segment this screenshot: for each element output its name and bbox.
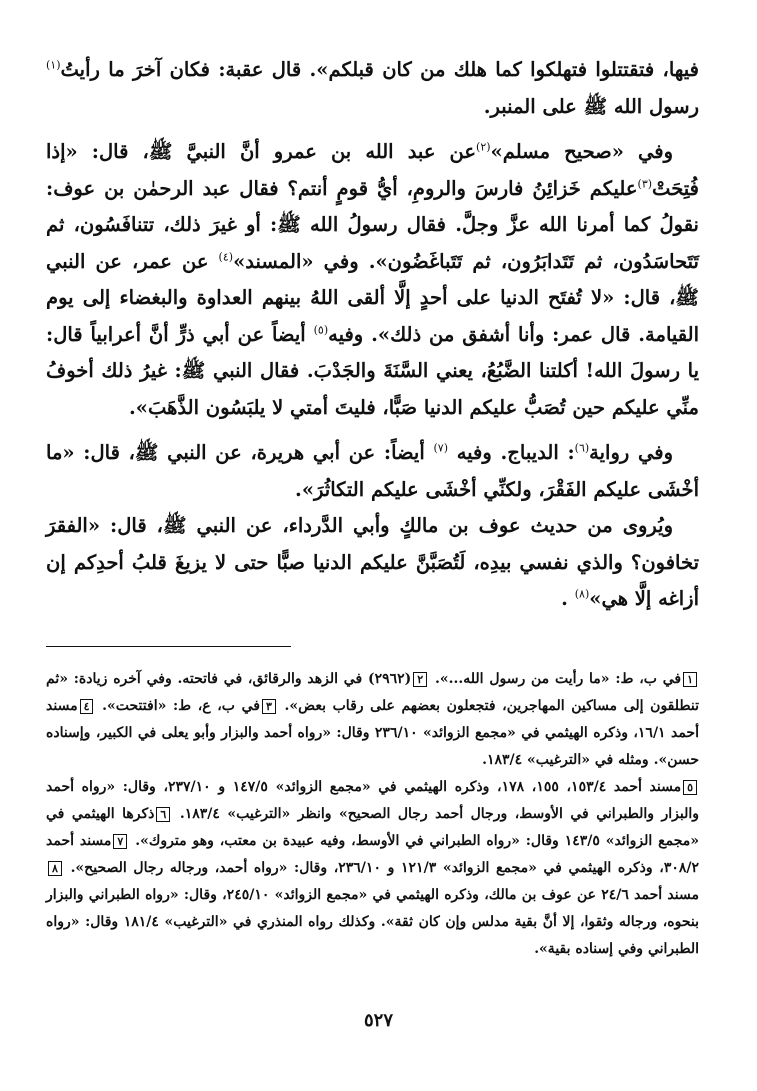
footnote-ref: (١) [46,58,61,72]
footnote-number-box: ٣ [262,699,276,714]
paragraph-2 [46,134,699,426]
page-number: ٥٢٧ [363,1010,393,1031]
text-run: : الديباج. وفيه [448,441,575,464]
text-run: عن عبد الله بن عمرو أنَّ النبيَّ ﷺ، قال: «إذا فُتِحَتْ [46,140,699,200]
separator-line [46,646,291,647]
footnote-number-box: ٤ [80,699,94,714]
footnote-ref: (٨) [574,587,590,601]
text-run: عن عمر، عن النبي ﷺ، قال: «لا تُفتَح الدنيا على أحدٍ إلَّا ألقى اللهُ بينهم العداوة والبغضاء إلى يوم القيامة. قال عمر: وأنا أشفق من ذلك». وفيه [46,249,699,346]
footnote-block [46,774,699,963]
footnote-number-box: ٧ [113,834,127,849]
footnote-block [46,666,699,774]
footnote-ref: (٣) [637,177,653,190]
footnote-text: في ب، ط: «ما رأيت من رسول الله...». [435,670,682,687]
footnote-ref: (٢) [476,140,491,154]
footnote-ref: (٥) [313,323,329,336]
footnote-text: مسند أحمد ١٥٣/٤، ١٥٥، ١٧٨، وذكره الهيثمي في «مجمع الزوائد» ١٤٧/٥ و ٢٣٧/١٠، وقال: «رواه أحمد والبزار والطبراني في الأوسط، ورجال أحمد رجال الصحيح» وانظر «الترغيب» ١٨٣/٤. [46,778,700,822]
footnote-text: مسند أحمد ١٦/١، وذكره الهيثمي في «مجمع الزوائد» ٢٣٦/١٠ وقال: «رواه أحمد والبزار وأبو يعلى في الكبير، وإسناده حسن». ومثله في «الترغيب» ١٨٣/٤. [46,697,699,768]
paragraph-3 [46,435,699,508]
paragraph-4 [46,508,699,618]
footnote-number-box: ٢ [413,672,427,687]
footnote-number-box: ٨ [48,861,62,876]
footnote-ref: (٧) [433,441,449,455]
text-run: عليكم خَزائِنُ فارسَ والرومِ، أيُّ قومٍ أنتم؟ فقال عبد الرحمٰن بن عوف: نقولُ كما أمرنا الله عزَّ وجلَّ. فقال رسولُ الله ﷺ: أو غيرَ ذلك، تتنافَسُون، ثم تَتَحاسَدُون، ثم تَتَدابَرُون، ثم تَتَباغَضُون». وفي «المسند» [46,176,699,273]
footnote-ref: (٤) [218,250,234,263]
footnote-text: مسند أحمد ٣٠٨/٢، وذكره الهيثمي في «مجمع الزوائد» ١٢١/٣ و ٢٣٦/١٠، وقال: «رواه أحمد، ورجاله رجال الصحيح». [46,832,700,876]
text-run: أيضاً عن أبي ذرٍّ أنَّ أعرابياً قال: يا رسولَ الله! أكلتنا الضَّبُعُ، يعني السَّنَةَ والجَدْبَ. فقال النبي ﷺ: غيرُ ذلك أخوفُ منِّي عليكم حين تُصَبُّ عليكم الدنيا صَبًّا، فليتَ أمتي لا يلبَسُون الذَّهَبَ». [46,322,699,419]
text-run: أيضاً: عن أبي هريرة، عن النبي ﷺ، قال: «ما أخْشَى عليكم الفَقْرَ، ولكنِّي أخْشَى عليكم التكاثُرَ». [46,441,699,501]
footnote-ref: (٦) [574,441,590,455]
text-run: وفي «صحيح مسلم» [490,140,673,163]
footnote-separator [46,646,699,660]
text-run: وفي رواية [589,441,673,464]
footnote-number-box: ٥ [683,780,697,795]
footnote-number-box: ٦ [156,807,170,822]
text-run: رسول الله ﷺ على المنبر. [483,94,699,118]
text-run: فيها، فتقتتلوا فتهلكوا كما هلك من كان قبلكم». قال عقبة: فكان آخرَ ما رأيتُ [60,58,699,81]
footnotes [46,666,699,963]
paragraph-1 [46,52,699,125]
main-text [46,52,699,618]
text-run: . [561,587,575,610]
footnote-number-box: ١ [683,672,697,687]
footnote-text: في ب، ع، ط: «افتتحت». [102,697,260,714]
footnote-text: (٢٩٦٢) في الزهد والرقائق، في فاتحته. وفي آخره زيادة: «ثم تنطلقون إلى مساكين المهاجرين، فتجعلون بعضهم على رقاب بعض». [46,670,700,714]
footnote-text: ذكرها الهيثمي في «مجمع الزوائد» ١٤٣/٥ وقال: «رواه الطبراني في الأوسط، وفيه عبيدة بن معتب، وهو متروك». [46,805,699,849]
footnote-text: مسند أحمد ٢٤/٦ عن عوف بن مالك، وذكره الهيثمي في «مجمع الزوائد» ٢٤٥/١٠، وقال: «رواه الطبراني والبزار بنحوه، ورجاله وثقوا، إلا أنَّ بقية مدلس وإن كان ثقة». وكذلك رواه المنذري في «الترغيب» ١٨١/٤ وقال: «رواه الطبراني وفي إسناده بقية». [46,886,699,957]
text-run: ويُروى من حديث عوف بن مالكٍ وأبي الدَّرداء، عن النبي ﷺ، قال: «الفقرَ تخافون؟ والذي نفسي بيدِه، لَتُصَبَّنَّ عليكم الدنيا صبًّا حتى لا يزيغَ قلبُ أحدِكم إن أزاغه إلَّا هي» [46,514,699,610]
